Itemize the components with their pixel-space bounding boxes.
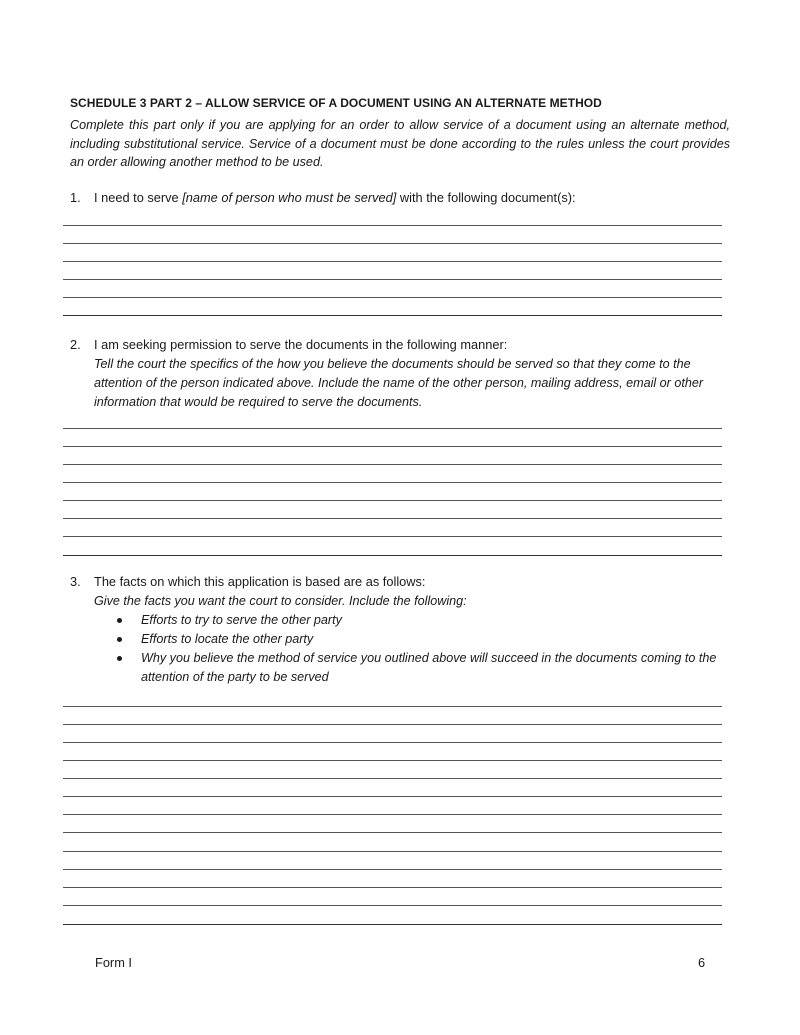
- question-1-number: 1.: [70, 190, 81, 205]
- answer-line[interactable]: [63, 832, 722, 833]
- bullet-text: Efforts to locate the other party: [141, 632, 314, 646]
- bullet-item: [114, 611, 734, 630]
- answer-line[interactable]: [63, 428, 722, 429]
- answer-line[interactable]: [63, 446, 722, 447]
- answer-line[interactable]: [63, 555, 722, 556]
- answer-line[interactable]: [63, 536, 722, 537]
- question-3-bullet-list: [114, 611, 734, 687]
- answer-line[interactable]: [63, 297, 722, 298]
- answer-line[interactable]: [63, 742, 722, 743]
- bullet-text: Efforts to try to serve the other party: [141, 613, 342, 627]
- answer-line[interactable]: [63, 518, 722, 519]
- answer-line[interactable]: [63, 500, 722, 501]
- bullet-text: Why you believe the method of service you outlined above will succeed in the documents coming to the attention of the party to be served: [141, 651, 717, 684]
- footer-form-name: Form I: [95, 955, 132, 970]
- answer-line[interactable]: [63, 760, 722, 761]
- bullet-dot-icon: [117, 618, 122, 623]
- answer-line[interactable]: [63, 225, 722, 226]
- question-2-text: I am seeking permission to serve the documents in the following manner:: [94, 337, 508, 352]
- footer-page-number: 6: [698, 955, 706, 970]
- answer-line[interactable]: [63, 315, 722, 316]
- answer-line[interactable]: [63, 261, 722, 262]
- answer-line[interactable]: [63, 814, 722, 815]
- answer-line[interactable]: [63, 796, 722, 797]
- question-1-text-after: with the following document(s):: [396, 190, 576, 205]
- question-3-instruction: Give the facts you want the court to consider. Include the following:: [94, 594, 467, 608]
- answer-line[interactable]: [63, 243, 722, 244]
- answer-line[interactable]: [63, 851, 722, 852]
- answer-line[interactable]: [63, 778, 722, 779]
- answer-line[interactable]: [63, 905, 722, 906]
- question-2-instruction: Tell the court the specifics of the how you believe the documents should be served so that they come to the attention of the person indicated above. Include the name of the other person, mailing address, email or other information that would be required to serve the documents.: [94, 357, 704, 409]
- question-1-placeholder: [name of person who must be served]: [182, 190, 397, 205]
- question-3-text: The facts on which this application is based are as follows:: [94, 574, 426, 589]
- answer-line[interactable]: [63, 924, 722, 925]
- section-intro: Complete this part only if you are applying for an order to allow service of a document using an alternate method, including substitutional service. Service of a document must be done according to the rules unless the court provides an order allowing another method to be used.: [70, 118, 730, 169]
- answer-line[interactable]: [63, 279, 722, 280]
- question-2-number: 2.: [70, 337, 81, 352]
- answer-line[interactable]: [63, 482, 722, 483]
- question-1-text-before: I need to serve: [94, 190, 183, 205]
- answer-line[interactable]: [63, 706, 722, 707]
- bullet-item: [114, 630, 734, 649]
- section-heading: SCHEDULE 3 PART 2 – ALLOW SERVICE OF A DOCUMENT USING AN ALTERNATE METHOD: [70, 96, 602, 110]
- answer-line[interactable]: [63, 887, 722, 888]
- answer-line[interactable]: [63, 464, 722, 465]
- question-3-number: 3.: [70, 574, 81, 589]
- bullet-dot-icon: [117, 656, 122, 661]
- question-1-text: [94, 190, 734, 205]
- bullet-dot-icon: [117, 637, 122, 642]
- answer-line[interactable]: [63, 869, 722, 870]
- bullet-item: [114, 649, 734, 687]
- answer-line[interactable]: [63, 724, 722, 725]
